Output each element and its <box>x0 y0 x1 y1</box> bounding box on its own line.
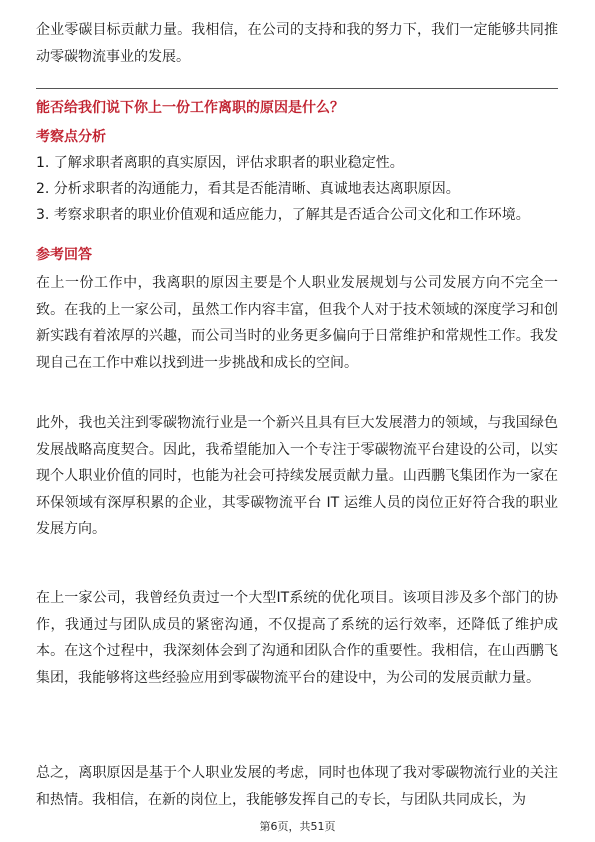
answer-body <box>36 585 558 691</box>
question-title: 能否给我们说下你上一份工作离职的原因是什么？ <box>36 100 344 116</box>
answer-paragraph: 总之，离职原因是基于个人职业发展的考虑，同时也体现了我对零碳物流行业的关注和热情。我相信，在新的岗位上，我能够发挥自己的专长，与团队共同成长，为 <box>36 765 558 808</box>
answer-body <box>36 410 558 543</box>
analysis-section <box>36 127 558 228</box>
analysis-heading: 考察点分析 <box>36 129 106 145</box>
section-divider <box>36 88 558 89</box>
intro-paragraph: 企业零碳目标贡献力量。我相信，在公司的支持和我的努力下，我们一定能够共同推动零碳物流事业的发展。 <box>36 22 558 65</box>
intro-section <box>36 17 558 70</box>
analysis-point: 3. 考察求职者的职业价值观和适应能力，了解其是否适合公司文化和工作环境。 <box>36 207 530 223</box>
analysis-point: 1. 了解求职者离职的真实原因，评估求职者的职业稳定性。 <box>36 155 404 171</box>
answer-paragraph: 此外，我也关注到零碳物流行业是一个新兴且具有巨大发展潜力的领域，与我国绿色发展战略高度契合。因此，我希望能加入一个专注于零碳物流平台建设的公司，以实现个人职业价值的同时，也能为社会可持续发展贡献力量。山西鹏飞集团作为一家在环保领域有深厚积累的企业，其零碳物流平台 IT 运维人员的岗位正好符合我的职业发展方向。 <box>36 415 558 537</box>
answer-section <box>36 245 558 265</box>
answer-heading: 参考回答 <box>36 247 92 263</box>
answer-body <box>36 760 558 813</box>
question-section <box>36 97 558 119</box>
page-number: 第6页，共51页 <box>259 820 336 833</box>
answer-body <box>36 270 558 376</box>
answer-paragraph: 在上一家公司，我曾经负责过一个大型IT系统的优化项目。该项目涉及多个部门的协作，我通过与团队成员的紧密沟通，不仅提高了系统的运行效率，还降低了维护成本。在这个过程中，我深刻体会到了沟通和团队合作的重要性。我相信，在山西鹏飞集团，我能够将这些经验应用到零碳物流平台的建设中，为公司的发展贡献力量。 <box>36 590 558 686</box>
answer-paragraph: 在上一份工作中，我离职的原因主要是个人职业发展规划与公司发展方向不完全一致。在我的上一家公司，虽然工作内容丰富，但我个人对于技术领域的深度学习和创新实践有着浓厚的兴趣，而公司当时的业务更多偏向于日常维护和常规性工作。我发现自己在工作中难以找到进一步挑战和成长的空间。 <box>36 275 558 371</box>
analysis-point: 2. 分析求职者的沟通能力，看其是否能清晰、真诚地表达离职原因。 <box>36 181 460 197</box>
